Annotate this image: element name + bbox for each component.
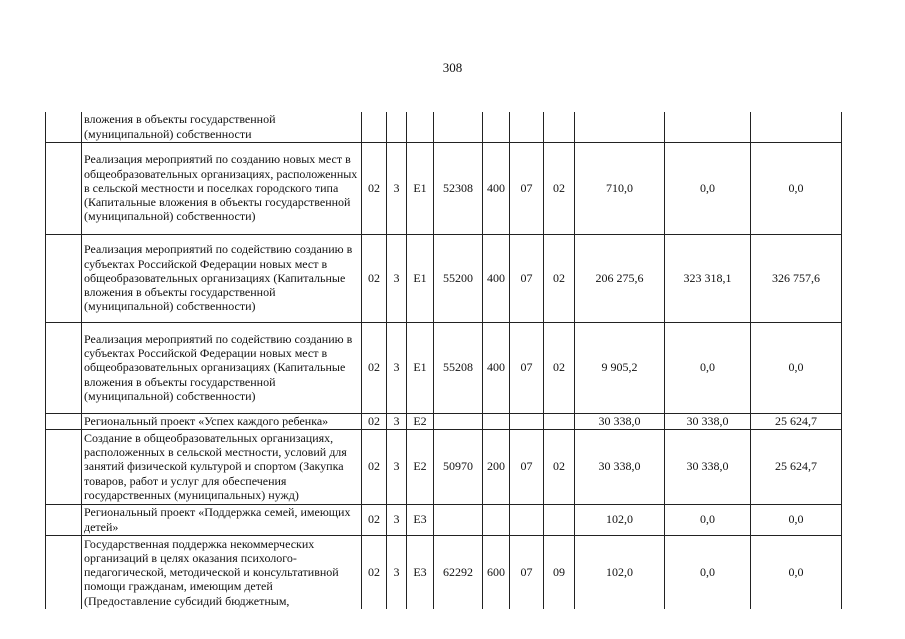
amount-year-2: 0,0 — [665, 535, 751, 609]
item-name: вложения в объекты государственной (муниципальной) собственности — [82, 112, 362, 142]
item-name: Реализация мероприятий по созданию новых мест в общеобразовательных организациях, расположенных в сельской местности и поселках городского типа (Капитальные вложения в объекты государственной (муниципальной) собственности) — [82, 142, 362, 234]
code-direction: 52308 — [434, 142, 483, 234]
code-vr: 400 — [483, 234, 510, 322]
code-rz: 07 — [510, 429, 544, 504]
amount-year-2: 30 338,0 — [665, 429, 751, 504]
table-row — [46, 535, 842, 609]
code-rz: 07 — [510, 535, 544, 609]
amount-year-3: 326 757,6 — [751, 234, 842, 322]
number-cell — [46, 504, 82, 535]
code-ms: E1 — [407, 234, 434, 322]
code-direction: 50970 — [434, 429, 483, 504]
number-cell — [46, 142, 82, 234]
code-pr — [544, 112, 575, 142]
code-pp — [387, 112, 407, 142]
code-pp: 3 — [387, 413, 407, 429]
number-cell — [46, 234, 82, 322]
amount-year-3 — [751, 112, 842, 142]
code-ms: E1 — [407, 142, 434, 234]
code-direction: 55200 — [434, 234, 483, 322]
code-pp: 3 — [387, 142, 407, 234]
code-rz: 07 — [510, 234, 544, 322]
amount-year-2: 0,0 — [665, 504, 751, 535]
amount-year-3: 25 624,7 — [751, 429, 842, 504]
code-vr — [483, 504, 510, 535]
item-name: Создание в общеобразовательных организациях, расположенных в сельской местности, условий для занятий физической культурой и спортом (Закупка товаров, работ и услуг для обеспечения государственных (муниципальных) нужд) — [82, 429, 362, 504]
code-direction: 55208 — [434, 322, 483, 413]
amount-year-3: 0,0 — [751, 535, 842, 609]
table-row — [46, 322, 842, 413]
code-pr: 02 — [544, 142, 575, 234]
number-cell — [46, 112, 82, 142]
code-gp: 02 — [362, 535, 387, 609]
code-ms: E3 — [407, 504, 434, 535]
number-cell — [46, 413, 82, 429]
code-pr: 02 — [544, 322, 575, 413]
amount-year-3: 0,0 — [751, 322, 842, 413]
code-pp: 3 — [387, 429, 407, 504]
table-row — [46, 429, 842, 504]
code-direction — [434, 112, 483, 142]
code-ms: E2 — [407, 413, 434, 429]
code-gp — [362, 112, 387, 142]
table-row — [46, 234, 842, 322]
code-rz: 07 — [510, 322, 544, 413]
code-vr: 400 — [483, 322, 510, 413]
code-pp: 3 — [387, 504, 407, 535]
code-ms: E2 — [407, 429, 434, 504]
item-name: Реализация мероприятий по содействию созданию в субъектах Российской Федерации новых мест в общеобразовательных организациях (Капитальные вложения в объекты государственной (муниципальной) собственности) — [82, 234, 362, 322]
number-cell — [46, 535, 82, 609]
code-vr: 400 — [483, 142, 510, 234]
code-ms: E1 — [407, 322, 434, 413]
code-direction: 62292 — [434, 535, 483, 609]
code-gp: 02 — [362, 504, 387, 535]
code-pp: 3 — [387, 535, 407, 609]
amount-year-1: 9 905,2 — [575, 322, 665, 413]
amount-year-3: 25 624,7 — [751, 413, 842, 429]
item-name: Региональный проект «Успех каждого ребенка» — [82, 413, 362, 429]
table-row — [46, 142, 842, 234]
code-direction — [434, 413, 483, 429]
item-name: Реализация мероприятий по содействию созданию в субъектах Российской Федерации новых мест в общеобразовательных организациях (Капитальные вложения в объекты государственной (муниципальной) собственности) — [82, 322, 362, 413]
amount-year-3: 0,0 — [751, 142, 842, 234]
table-row — [46, 413, 842, 429]
amount-year-1: 710,0 — [575, 142, 665, 234]
item-name: Региональный проект «Поддержка семей, имеющих детей» — [82, 504, 362, 535]
code-ms — [407, 112, 434, 142]
page-number: 308 — [442, 60, 463, 75]
code-pr: 09 — [544, 535, 575, 609]
code-vr — [483, 112, 510, 142]
code-pr — [544, 413, 575, 429]
code-vr: 200 — [483, 429, 510, 504]
table-row — [46, 504, 842, 535]
amount-year-1: 102,0 — [575, 535, 665, 609]
code-direction — [434, 504, 483, 535]
code-gp: 02 — [362, 429, 387, 504]
code-rz: 07 — [510, 142, 544, 234]
code-pp: 3 — [387, 234, 407, 322]
code-pp: 3 — [387, 322, 407, 413]
code-gp: 02 — [362, 234, 387, 322]
amount-year-1: 30 338,0 — [575, 413, 665, 429]
budget-table — [45, 112, 842, 609]
code-pr: 02 — [544, 234, 575, 322]
table-row — [46, 112, 842, 142]
amount-year-2 — [665, 112, 751, 142]
code-ms: E3 — [407, 535, 434, 609]
amount-year-1: 102,0 — [575, 504, 665, 535]
code-pr — [544, 504, 575, 535]
item-name: Государственная поддержка некоммерческих организаций в целях оказания психолого-педагогической, методической и консультативной помощи гражданам, имеющим детей (Предоставление субсидий бюджетным, — [82, 535, 362, 609]
amount-year-3: 0,0 — [751, 504, 842, 535]
code-rz — [510, 112, 544, 142]
number-cell — [46, 322, 82, 413]
code-rz — [510, 413, 544, 429]
amount-year-2: 0,0 — [665, 322, 751, 413]
code-gp: 02 — [362, 413, 387, 429]
amount-year-1: 206 275,6 — [575, 234, 665, 322]
amount-year-1 — [575, 112, 665, 142]
code-pr: 02 — [544, 429, 575, 504]
code-vr: 600 — [483, 535, 510, 609]
amount-year-1: 30 338,0 — [575, 429, 665, 504]
code-rz — [510, 504, 544, 535]
code-gp: 02 — [362, 322, 387, 413]
code-vr — [483, 413, 510, 429]
number-cell — [46, 429, 82, 504]
amount-year-2: 0,0 — [665, 142, 751, 234]
amount-year-2: 30 338,0 — [665, 413, 751, 429]
amount-year-2: 323 318,1 — [665, 234, 751, 322]
code-gp: 02 — [362, 142, 387, 234]
